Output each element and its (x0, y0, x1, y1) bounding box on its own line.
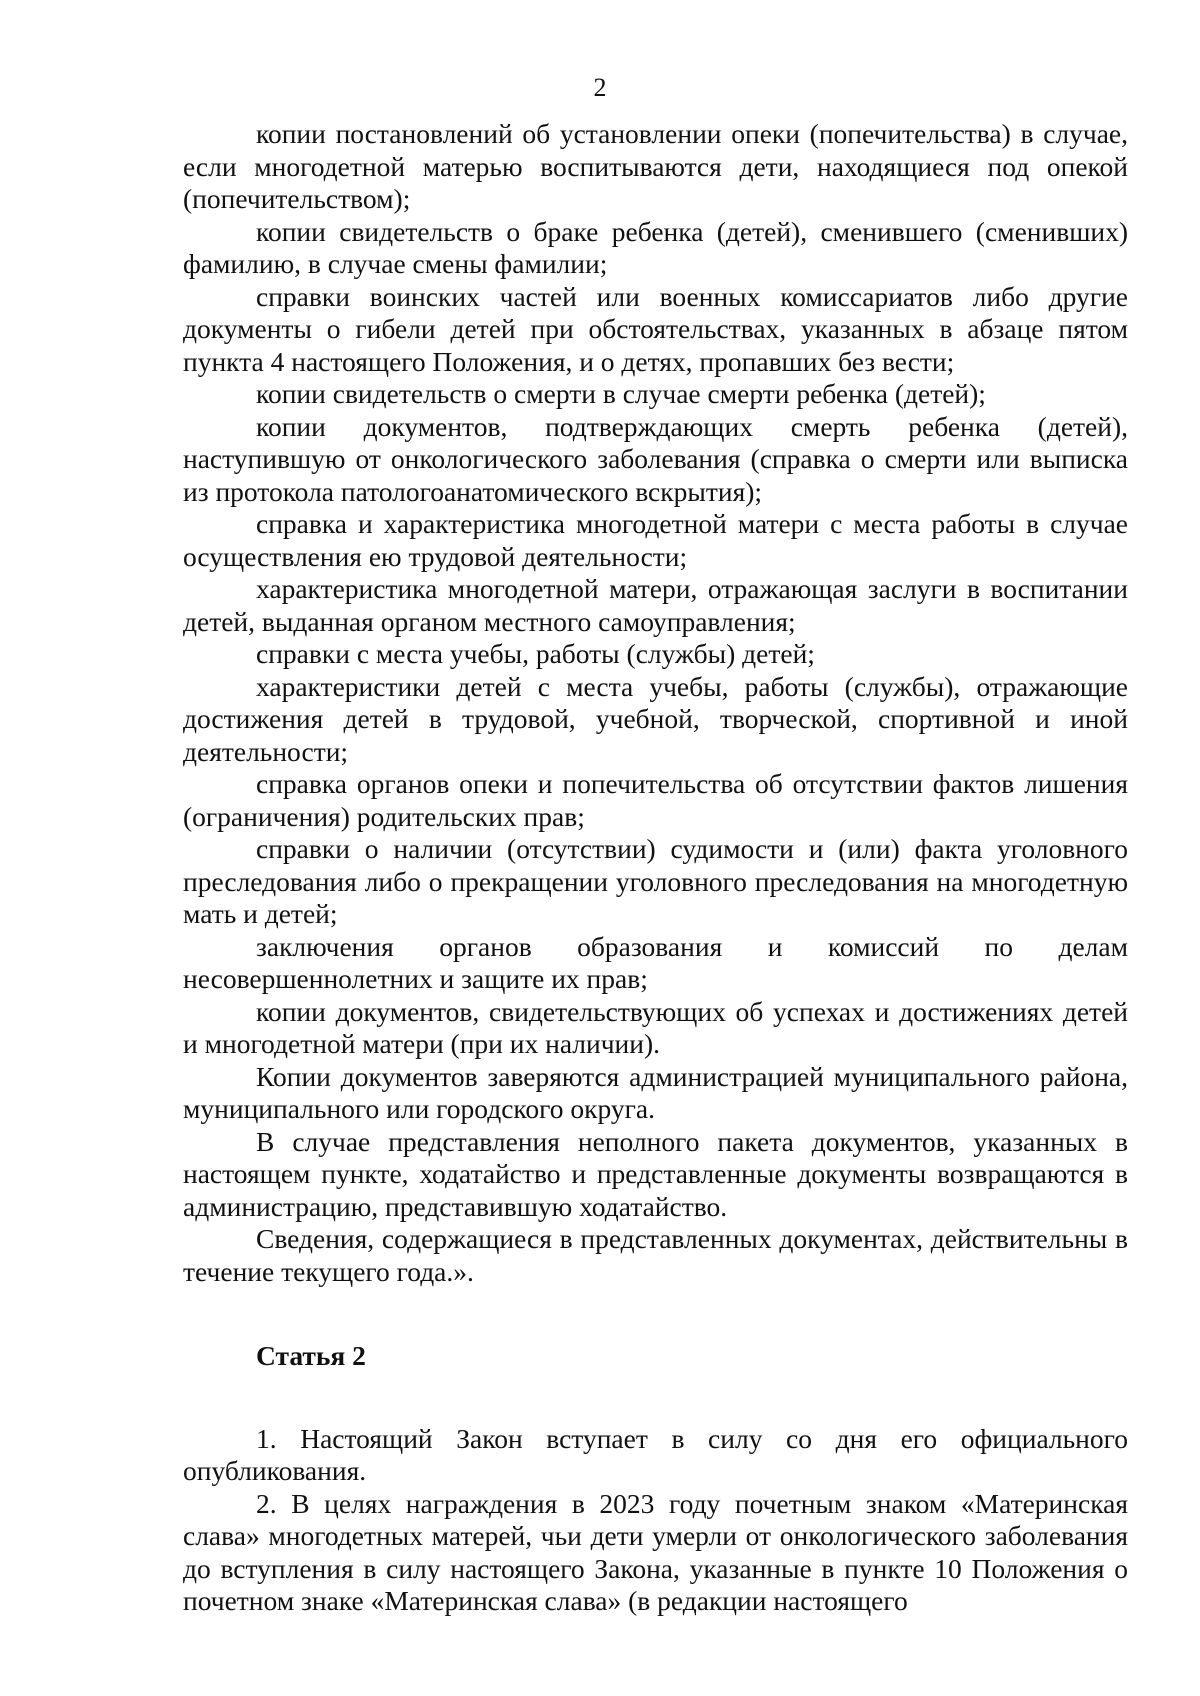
paragraph: характеристики детей с места учебы, работы (службы), отражающие достижения детей в трудовой, учебной, творческой, спортивной и иной деятельности; (183, 670, 1128, 767)
paragraph: справки с места учебы, работы (службы) детей; (256, 638, 815, 669)
paragraph: копии свидетельств о браке ребенка (детей), сменившего (сменивших) фамилию, в случае смены фамилии; (183, 215, 1128, 279)
paragraph: характеристика многодетной матери, отражающая заслуги в воспитании детей, выданная органом местного самоуправления; (183, 573, 1128, 637)
paragraph: справка и характеристика многодетной матери с места работы в случае осуществления ею трудовой деятельности; (183, 508, 1128, 572)
paragraph: Копии документов заверяются администрацией муниципального района, муниципального или городского округа. (183, 1060, 1128, 1124)
paragraph: справка органов опеки и попечительства об отсутствии фактов лишения (ограничения) родительских прав; (183, 768, 1128, 832)
paragraph: копии свидетельств о смерти в случае смерти ребенка (детей); (256, 378, 986, 409)
paragraph: копии документов, подтверждающих смерть ребенка (детей), наступившую от онкологического заболевания (справка о смерти или выписка из протокола патологоанатомического вскрытия); (183, 410, 1128, 507)
document-body (183, 118, 1128, 1618)
paragraph: копии документов, свидетельствующих об успехах и достижениях детей и многодетной матери (при их наличии). (183, 995, 1128, 1059)
paragraph: справки воинских частей или военных комиссариатов либо другие документы о гибели детей при обстоятельствах, указанных в абзаце пятом пункта 4 настоящего Положения, и о детях, пропавших без вести; (183, 280, 1128, 377)
paragraph: В случае представления неполного пакета документов, указанных в настоящем пункте, ходатайство и представленные документы возвращаются в администрацию, представившую ходатайство. (183, 1125, 1128, 1222)
paragraph: справки о наличии (отсутствии) судимости и (или) факта уголовного преследования либо о прекращении уголовного преследования на многодетную мать и детей; (183, 833, 1128, 929)
paragraph: заключения органов образования и комиссий по делам несовершеннолетних и защите их прав; (183, 930, 1128, 994)
page-number: 2 (593, 73, 607, 102)
paragraph: 2. В целях награждения в 2023 году почетным знаком «Материнская слава» многодетных матерей, чьи дети умерли от онкологического заболевания до вступления в силу настоящего Закона, указанные в пункте 10 Положения о почетном знаке «Материнская слава» (в редакции настоящего (183, 1487, 1128, 1616)
article-heading: Статья 2 (256, 1340, 366, 1371)
paragraph: копии постановлений об установлении опеки (попечительства) в случае, если многодетной матерью воспитываются дети, находящиеся под опекой (попечительством); (183, 118, 1128, 214)
paragraph: Сведения, содержащиеся в представленных документах, действительны в течение текущего года.». (183, 1223, 1128, 1287)
paragraph: 1. Настоящий Закон вступает в силу со дня его официального опубликования. (183, 1422, 1128, 1486)
